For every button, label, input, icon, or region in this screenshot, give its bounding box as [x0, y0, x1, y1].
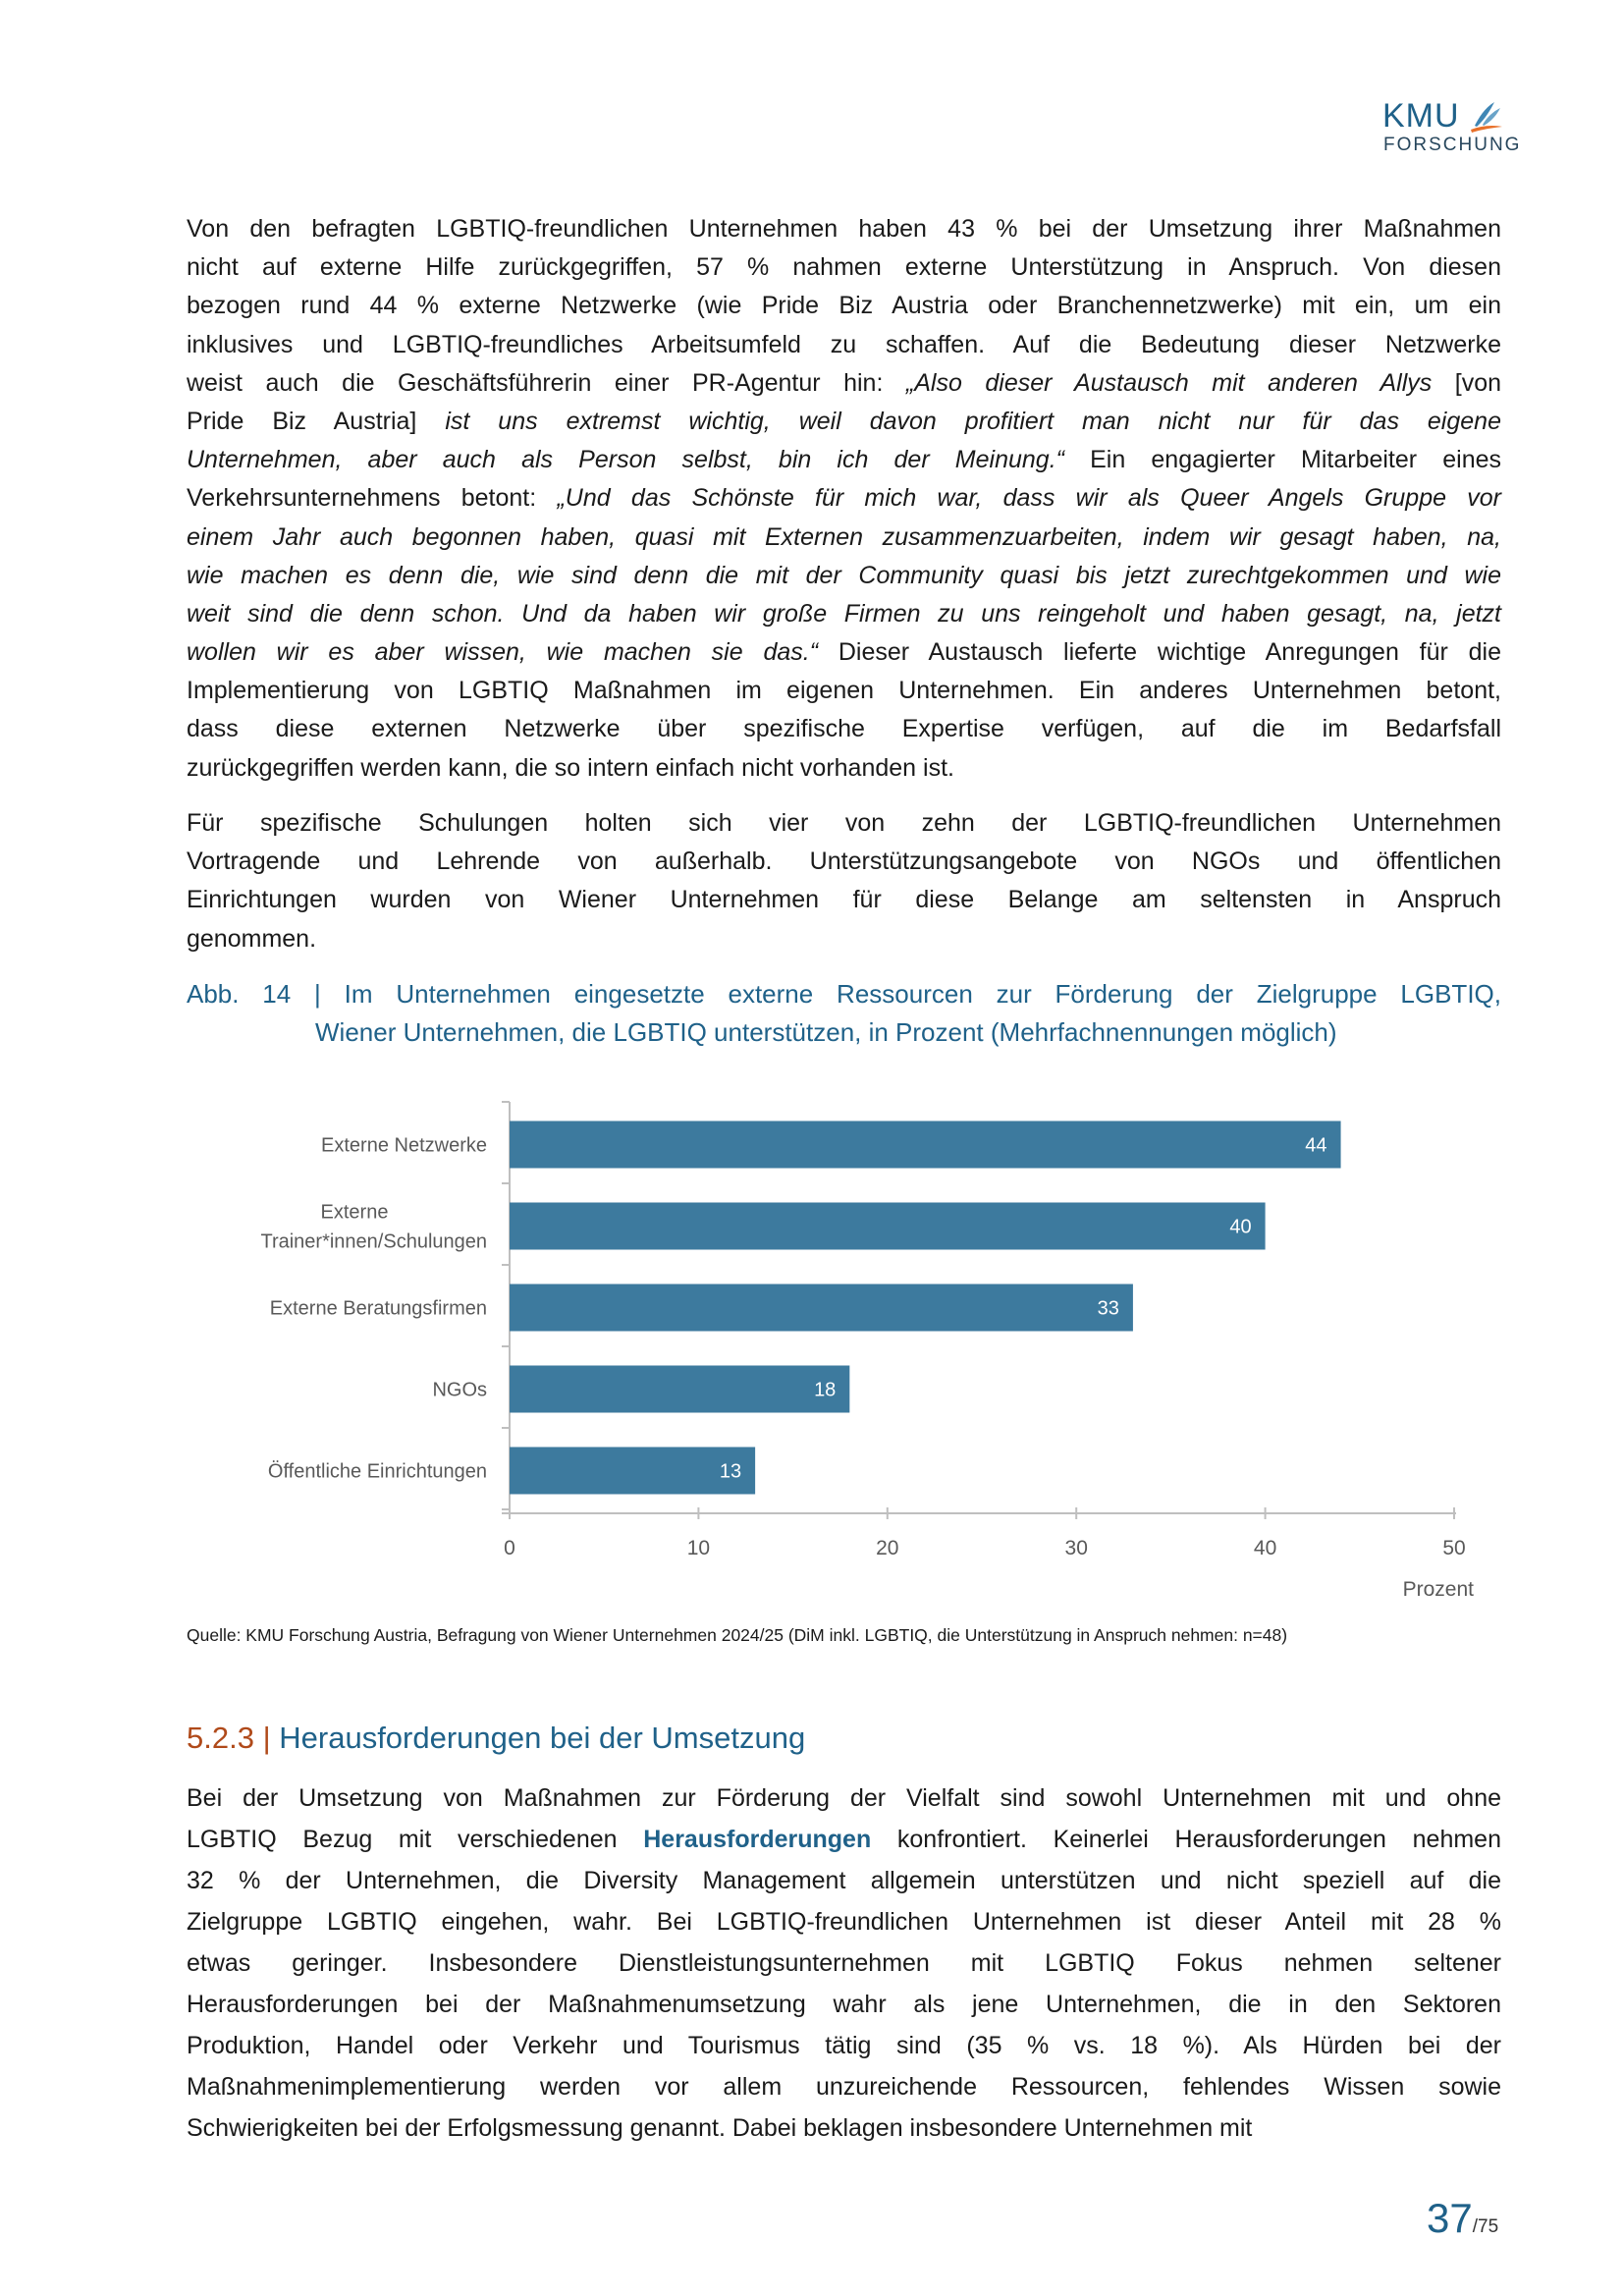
body-text: Dieser Austausch lieferte wichtige Anregungen für die	[818, 638, 1501, 667]
bar-value-label: 13	[719, 1460, 742, 1483]
body-text: Produktion, Handel oder Verkehr und Tourismus tätig sind (35 % vs. 18 %). Als Hürden bei der	[187, 2032, 1501, 2059]
bar-value-label: 40	[1229, 1216, 1252, 1238]
bar-value-label: 18	[814, 1379, 837, 1401]
category-label: Externe	[320, 1201, 389, 1224]
page-current: 37	[1427, 2195, 1473, 2241]
paragraph-challenges	[187, 1777, 1501, 2149]
category-label: Externe Netzwerke	[321, 1134, 487, 1157]
text-line	[187, 2066, 1501, 2107]
bar-value-label: 33	[1097, 1297, 1119, 1320]
body-text: Zielgruppe LGBTIQ eingehen, wahr. Bei LGBTIQ-freundlichen Unternehmen ist dieser Anteil mit 28 %	[187, 1908, 1501, 1936]
text-line	[187, 1942, 1501, 1984]
category-label: Öffentliche Einrichtungen	[267, 1460, 487, 1483]
body-text: Bei der Umsetzung von Maßnahmen zur Förderung der Vielfalt sind sowohl Unternehmen mit und ohne	[187, 1784, 1501, 1812]
body-text: Vortragende und Lehrende von außerhalb. Unterstützungsangebote von NGOs und öffentlichen	[187, 847, 1501, 876]
text-line	[187, 1777, 1501, 1819]
x-tick-label: 30	[1064, 1537, 1088, 1559]
body-text: nicht auf externe Hilfe zurückgegriffen, 57 % nahmen externe Unterstützung in Anspruch. Von diesen	[187, 253, 1501, 282]
caption-line-2: Wiener Unternehmen, die LGBTIQ unterstützen, in Prozent (Mehrfachnennungen möglich)	[315, 1017, 1337, 1047]
body-text: zurückgegriffen werden kann, die so intern einfach nicht vorhanden ist.	[187, 753, 954, 782]
body-text: Für spezifische Schulungen holten sich vier von zehn der LGBTIQ-freundlichen Unternehmen	[187, 809, 1501, 837]
bar	[510, 1203, 1266, 1250]
bar	[510, 1366, 849, 1413]
body-text: dass diese externen Netzwerke über spezifische Expertise verfügen, auf die im Bedarfsfall	[187, 715, 1501, 743]
x-tick-label: 20	[876, 1537, 899, 1559]
section-heading	[187, 1721, 805, 1756]
bar	[510, 1448, 755, 1495]
quote-text: wollen wir es aber wissen, wie machen sie das.“	[187, 638, 819, 667]
text-line	[187, 1984, 1501, 2025]
body-text: Einrichtungen wurden von Wiener Unternehmen für diese Belange am seltensten in Anspruch	[187, 886, 1501, 914]
quote-text: Unternehmen, aber auch als Person selbst, bin ich der Meinung.“	[187, 446, 1064, 474]
body-text: genommen.	[187, 924, 317, 953]
body-text: Implementierung von LGBTIQ Maßnahmen im eigenen Unternehmen. Ein anderes Unternehmen betont,	[187, 677, 1501, 705]
text-line	[187, 1819, 1501, 1860]
text-line	[187, 2107, 1501, 2149]
x-tick-label: 40	[1253, 1537, 1277, 1559]
body-text: etwas geringer. Insbesondere Dienstleistungsunternehmen mit LGBTIQ Fokus nehmen seltener	[187, 1949, 1501, 1977]
category-label: Externe Beratungsfirmen	[269, 1297, 487, 1320]
body-text: Von den befragten LGBTIQ-freundlichen Unternehmen haben 43 % bei der Umsetzung ihrer Maßnahmen	[187, 215, 1501, 243]
text-line	[187, 1860, 1501, 1901]
body-text: 32 % der Unternehmen, die Diversity Management allgemein unterstützen und nicht speziell auf die	[187, 1867, 1501, 1894]
body-text: Pride Biz Austria]	[187, 407, 446, 435]
body-text: konfrontiert. Keinerlei Herausforderungen nehmen	[871, 1826, 1501, 1853]
quote-text: einem Jahr auch begonnen haben, quasi mit Externen zusammenzuarbeiten, indem wir gesagt haben, na,	[187, 522, 1501, 551]
quote-text: „Also dieser Austausch mit anderen Allys	[905, 368, 1433, 397]
body-text: Schwierigkeiten bei der Erfolgsmessung genannt. Dabei beklagen insbesondere Unternehmen mit	[187, 2114, 1253, 2142]
quote-text: ist uns extremst wichtig, weil davon profitiert man nicht nur für das eigene	[445, 407, 1501, 435]
section-title: Herausforderungen bei der Umsetzung	[279, 1721, 806, 1755]
quote-text: wie machen es denn die, wie sind denn die mit der Community quasi bis jetzt zurechtgekommen und wie	[187, 561, 1501, 589]
quote-text: weit sind die denn schon. Und da haben wir große Firmen zu uns reingeholt und haben gesagt, na, jetzt	[187, 599, 1501, 628]
x-tick-label: 50	[1442, 1537, 1466, 1559]
body-text: [von	[1432, 368, 1502, 397]
x-tick-label: 0	[504, 1537, 515, 1559]
bar-value-label: 44	[1305, 1134, 1327, 1157]
section-separator: |	[262, 1721, 271, 1755]
bar	[510, 1285, 1133, 1332]
body-text: Ein engagierter Mitarbeiter eines	[1063, 446, 1502, 474]
chart-source-note: Quelle: KMU Forschung Austria, Befragung von Wiener Unternehmen 2024/25 (DiM inkl. LGBTIQ, die Unterstützung in Anspruch nehmen: n=48)	[187, 1625, 1288, 1645]
category-label: NGOs	[432, 1379, 487, 1401]
quote-text: „Und das Schönste für mich war, dass wir als Queer Angels Gruppe vor	[557, 484, 1501, 513]
body-text: LGBTIQ Bezug mit verschiedenen	[187, 1826, 644, 1853]
body-text: Herausforderungen bei der Maßnahmenumsetzung wahr als jene Unternehmen, die in den Sektoren	[187, 1991, 1501, 2018]
logo-forschung-text: FORSCHUNG	[1383, 135, 1522, 155]
caption-line-1: Abb. 14 | Im Unternehmen eingesetzte externe Ressourcen zur Förderung der Zielgruppe LGBTIQ,	[187, 979, 1501, 1009]
body-text: inklusives und LGBTIQ-freundliches Arbeitsumfeld zu schaffen. Auf die Bedeutung dieser Netzwerke	[187, 330, 1501, 358]
page-number	[1427, 2195, 1498, 2242]
body-text: Verkehrsunternehmens betont:	[187, 484, 558, 513]
highlight-term: Herausforderungen	[643, 1826, 872, 1853]
body-text: Maßnahmenimplementierung werden vor allem unzureichende Ressourcen, fehlendes Wissen sowie	[187, 2073, 1501, 2101]
x-axis-title: Prozent	[1402, 1578, 1474, 1601]
page-total: /75	[1472, 2216, 1499, 2237]
x-tick-label: 10	[686, 1537, 711, 1559]
body-text: weist auch die Geschäftsführerin einer PR-Agentur hin:	[187, 368, 906, 397]
bar	[510, 1121, 1341, 1169]
section-number: 5.2.3	[187, 1721, 254, 1755]
text-line	[187, 1901, 1501, 1942]
category-label: Trainer*innen/Schulungen	[260, 1230, 487, 1253]
text-line	[187, 2025, 1501, 2066]
body-text: bezogen rund 44 % externe Netzwerke (wie Pride Biz Austria oder Branchennetzwerke) mit ein, um ein	[187, 292, 1501, 320]
logo-kmu-text: KMU	[1382, 97, 1460, 135]
